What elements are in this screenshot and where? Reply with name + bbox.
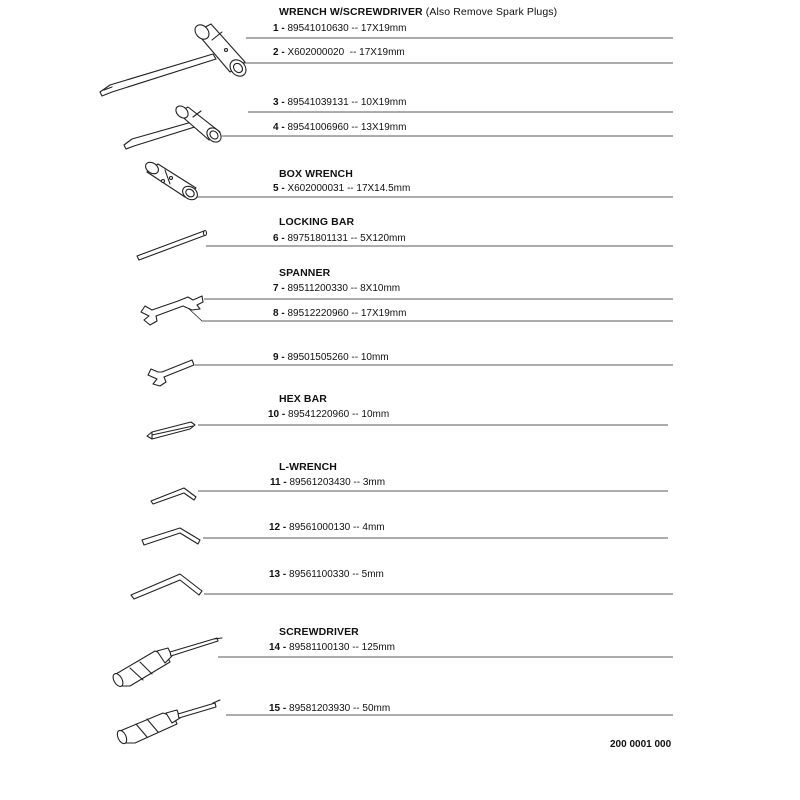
part-number-label: 5 -: [273, 183, 285, 194]
leader-lines: [188, 38, 673, 715]
part-description: 89561100330 -- 5mm: [289, 569, 384, 580]
part-line-1: [273, 23, 406, 34]
part-number-label: 11 -: [270, 477, 287, 488]
spanner-single-illustration: [148, 360, 194, 386]
part-number-label: 12 -: [269, 522, 287, 533]
part-line-9: [273, 352, 389, 363]
part-line-8: [273, 308, 406, 319]
part-description: 89751801131 -- 5X120mm: [287, 233, 406, 244]
section-heading-locking-bar: LOCKING BAR: [279, 216, 355, 228]
section-title: WRENCH W/SCREWDRIVER: [279, 6, 423, 18]
part-description: 89512220960 -- 17X19mm: [287, 308, 407, 319]
part-line-14: [269, 642, 395, 653]
part-number-label: 10 -: [268, 409, 286, 420]
part-description: 89541220960 -- 10mm: [288, 409, 390, 420]
part-number-label: 6 -: [273, 233, 285, 244]
leader-line-8: [188, 308, 673, 321]
part-line-15: [269, 703, 390, 714]
part-number-label: 15 -: [269, 703, 287, 714]
part-number-label: 13 -: [269, 569, 287, 580]
section-heading-hex-bar: HEX BAR: [279, 393, 327, 405]
part-description: 89541010630 -- 17X19mm: [287, 23, 407, 34]
section-heading-screwdriver: SCREWDRIVER: [279, 626, 359, 638]
part-line-4: [273, 122, 406, 133]
part-line-5: [273, 183, 410, 194]
spanner-double-illustration: [141, 296, 203, 325]
locking-bar-illustration: [137, 231, 207, 261]
t-wrench-large-illustration: [100, 22, 249, 96]
part-description: 89581203930 -- 50mm: [289, 703, 391, 714]
section-heading-wrench-w-screwdriver: [279, 6, 557, 18]
box-wrench-illustration: [143, 160, 200, 203]
part-line-3: [273, 97, 406, 108]
part-line-10: [268, 409, 389, 420]
part-number-label: 7 -: [273, 283, 285, 294]
part-line-7: [273, 283, 400, 294]
t-wrench-small-illustration: [124, 104, 224, 149]
part-number-label: 3 -: [273, 97, 285, 108]
part-description: 89581100130 -- 125mm: [289, 642, 396, 653]
section-heading-box-wrench: BOX WRENCH: [279, 168, 353, 180]
part-line-13: [269, 569, 384, 580]
part-description: 89501505260 -- 10mm: [287, 352, 389, 363]
part-description: 89541006960 -- 13X19mm: [287, 122, 407, 133]
section-note: (Also Remove Spark Plugs): [425, 6, 558, 18]
l-wrench-5mm-illustration: [131, 574, 202, 599]
part-number-label: 2 -: [273, 47, 285, 58]
part-number-label: 8 -: [273, 308, 285, 319]
part-description: 89561203430 -- 3mm: [289, 477, 386, 488]
section-heading-l-wrench: L-WRENCH: [279, 461, 337, 473]
part-description: X602000020 -- 17X19mm: [287, 47, 405, 58]
part-line-11: [270, 477, 385, 488]
part-description: 89511200330 -- 8X10mm: [287, 283, 401, 294]
hex-bar-illustration: [147, 422, 195, 439]
part-number-label: 4 -: [273, 122, 285, 133]
part-line-2: [273, 47, 405, 58]
l-wrench-3mm-illustration: [151, 488, 196, 504]
part-line-12: [269, 522, 385, 533]
l-wrench-4mm-illustration: [142, 528, 200, 545]
part-number-label: 14 -: [269, 642, 287, 653]
part-line-6: [273, 233, 406, 244]
part-number-label: 1 -: [273, 23, 285, 34]
screwdriver-50mm-illustration: [115, 700, 220, 745]
part-description: 89541039131 -- 10X19mm: [287, 97, 407, 108]
section-heading-spanner: SPANNER: [279, 267, 331, 279]
part-number-label: 9 -: [273, 352, 285, 363]
screwdriver-125mm-illustration: [111, 638, 222, 688]
part-description: 89561000130 -- 4mm: [289, 522, 385, 533]
document-number: 200 0001 000: [610, 739, 672, 750]
part-description: X602000031 -- 17X14.5mm: [287, 183, 411, 194]
